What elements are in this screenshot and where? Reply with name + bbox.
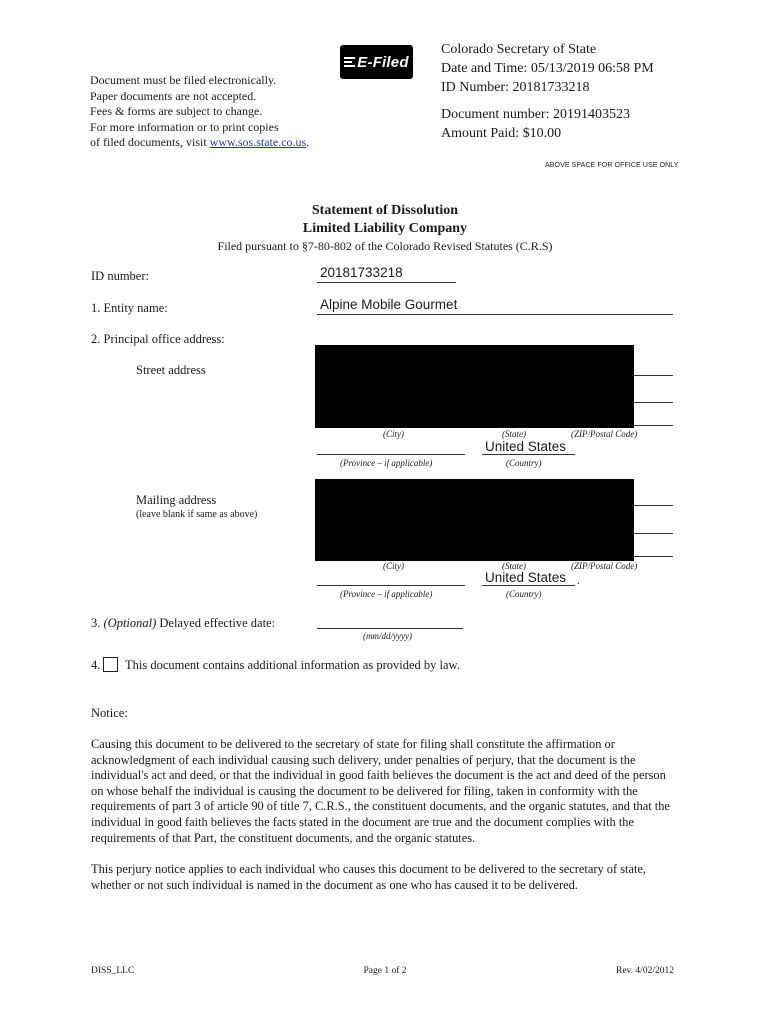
id-number-value: 20181733218 (320, 265, 403, 280)
item-number: 3. (91, 616, 101, 630)
country-period: . (577, 573, 580, 587)
entity-name-value: Alpine Mobile Gourmet (320, 297, 458, 312)
instruction-line: Paper documents are not accepted. (90, 88, 257, 103)
mailing-province-line (317, 585, 465, 586)
city-caption: (City) (383, 429, 404, 439)
instruction-line: Document must be filed electronically. (90, 73, 277, 87)
e-filed-logo (340, 45, 413, 79)
instruction-line: Fees & forms are subject to change. (90, 104, 263, 118)
instruction-line: For more information or to print copies (90, 119, 279, 134)
street-address-label: Street address (136, 363, 206, 377)
mailing-city-caption: (City) (383, 561, 404, 571)
notice-paragraph-2: This perjury notice applies to each individual who causes this document to be delivered to the secretary of state, whether or not such individual is named in the document as one who has caused it to be delivered. (91, 862, 646, 892)
id-number-label: ID number: (91, 269, 149, 283)
instruction-line (90, 135, 309, 151)
optional-tag: (Optional) (103, 616, 157, 630)
revision-date: Rev. 4/02/2012 (616, 966, 674, 976)
filing-date-time: Date and Time: 05/13/2019 06:58 PM (441, 61, 654, 76)
mailing-country-caption: (Country) (506, 589, 542, 599)
entity-name-line (317, 314, 673, 315)
filing-id-number: ID Number: 20181733218 (441, 80, 590, 95)
sos-website-link[interactable]: www.sos.state.co.us (209, 135, 307, 149)
form-code: DISS_LLC (91, 966, 135, 976)
notice-paragraph-1: Causing this document to be delivered to the secretary of state for filing shall constitute the affirmation or acknowledgment of each individual causing such delivery, under penalties of perjury, that the document is the individual's act and deed, or that the individual in good faith believes the document is the act and deed of the person on whose behalf the individual is causing the document to be delivered for filing, taken in conformity with the requirements of part 3 of article 90 of title 7, C.R.S., the constituent documents, and the organic statutes, and that the individual in good faith believes the facts stated in the document are true and the document complies with the requirements of that Part, the constituent documents, and the organic statutes. (91, 737, 670, 845)
additional-info-label: This document contains additional information as provided by law. (125, 658, 460, 672)
page-number: Page 1 of 2 (363, 966, 407, 976)
mailing-address-note: (leave blank if same as above) (136, 509, 258, 520)
mailing-country-value: United States (485, 570, 567, 585)
redacted-mailing-address (315, 479, 634, 561)
filing-office: Colorado Secretary of State (441, 42, 597, 57)
e-filed-logo-text: E-Filed (357, 53, 409, 71)
delayed-date-input[interactable] (317, 628, 463, 629)
form-subtitle: Limited Liability Company (302, 221, 468, 236)
country-caption: (Country) (506, 458, 542, 468)
delayed-date-label (91, 616, 275, 631)
principal-country-value: United States (485, 439, 567, 454)
form-title: Statement of Dissolution (311, 203, 459, 218)
amount-paid: Amount Paid: $10.00 (441, 126, 562, 141)
filing-info (441, 40, 654, 143)
instruction-text: of filed documents, visit (90, 135, 210, 149)
entity-name-label: 1. Entity name: (91, 301, 168, 315)
delayed-date-text: Delayed effective date: (159, 616, 276, 630)
date-format-caption: (mm/dd/yyyy) (363, 631, 412, 641)
province-line (317, 454, 465, 455)
id-number-line (317, 282, 456, 283)
mailing-address-label: Mailing address (136, 493, 217, 507)
mailing-province-caption: (Province – if applicable) (340, 589, 433, 599)
item4-number: 4. (91, 658, 101, 672)
mailing-country-line (482, 585, 575, 586)
country-line (482, 454, 575, 455)
state-caption: (State) (502, 429, 526, 439)
document-number: Document number: 20191403523 (441, 107, 630, 122)
additional-info-checkbox[interactable] (103, 657, 118, 672)
office-use-notice: ABOVE SPACE FOR OFFICE USE ONLY (545, 162, 679, 169)
principal-address-label: 2. Principal office address: (91, 332, 225, 346)
province-caption: (Province – if applicable) (340, 458, 433, 468)
statute-reference: Filed pursuant to §7-80-802 of the Colorado Revised Statutes (C.R.S) (217, 239, 553, 253)
zip-caption: (ZIP/Postal Code) (571, 429, 638, 439)
redacted-principal-address (315, 345, 634, 428)
e-filed-mark-icon (344, 56, 356, 68)
mailing-state-caption: (State) (502, 561, 526, 571)
mailing-zip-caption: (ZIP/Postal Code) (571, 561, 638, 571)
instruction-text: . (306, 135, 310, 149)
notice-heading: Notice: (91, 706, 128, 720)
filing-instructions (90, 73, 309, 151)
